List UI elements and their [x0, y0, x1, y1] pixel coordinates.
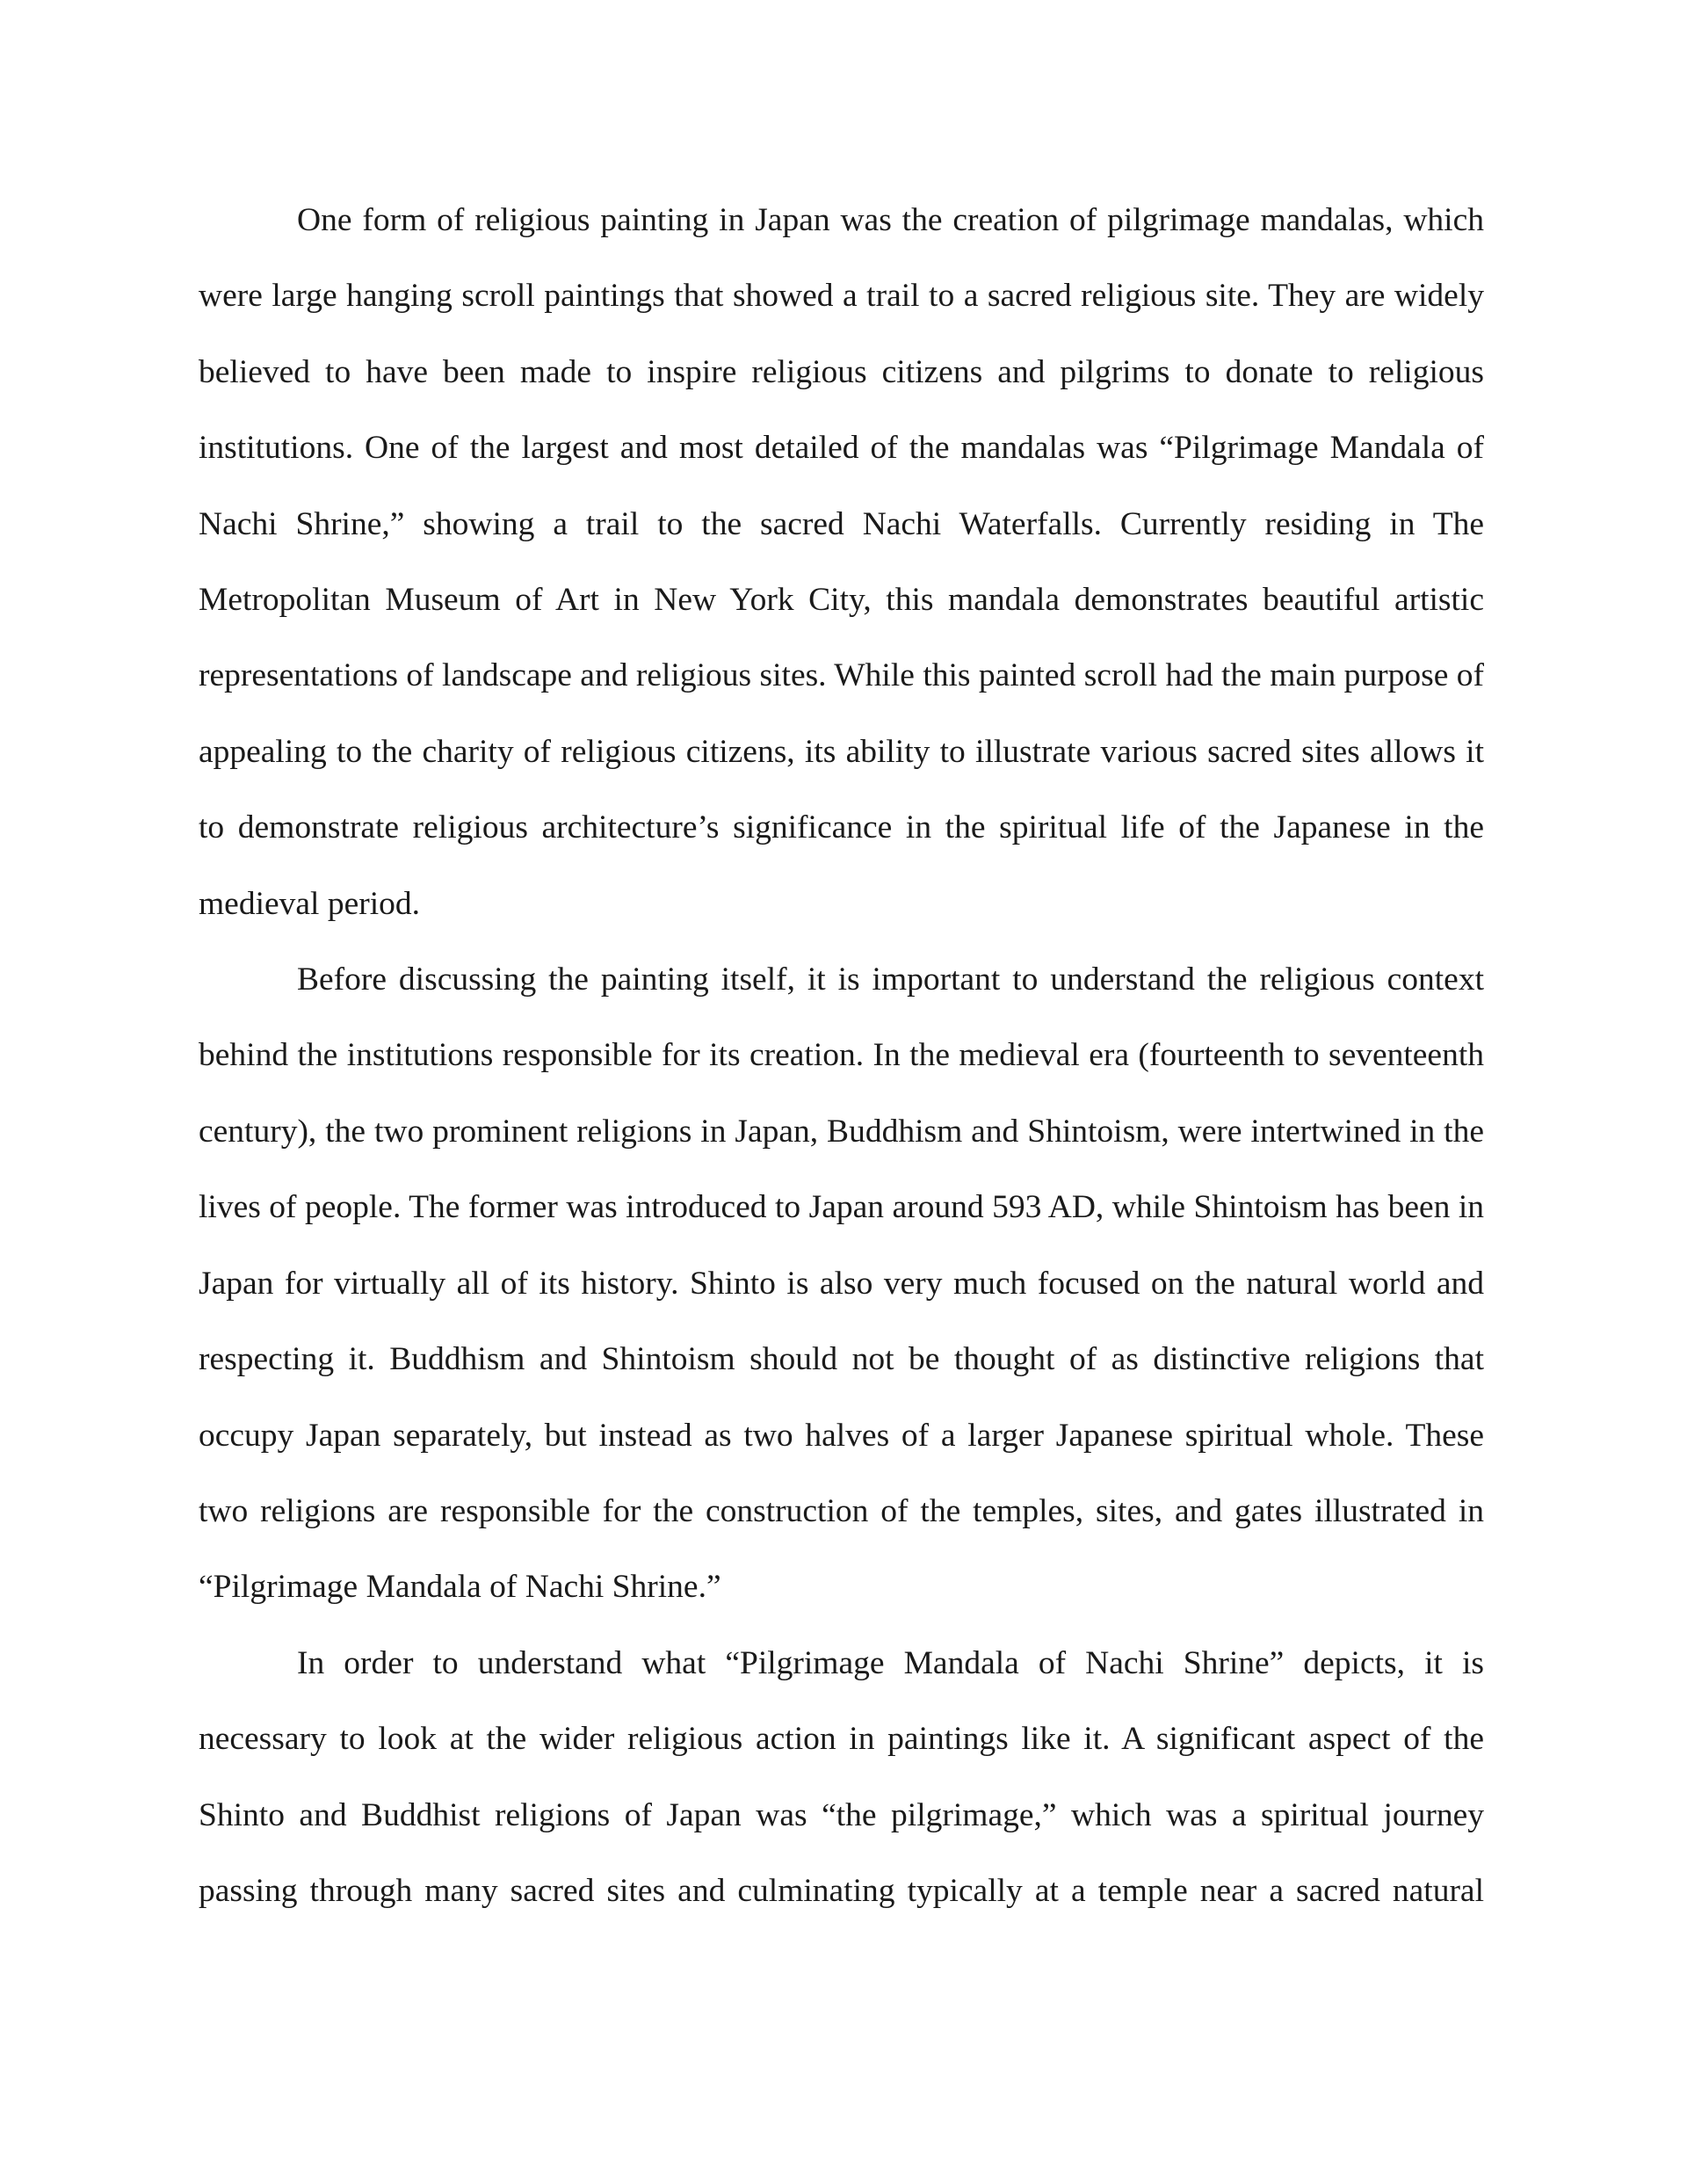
body-text	[199, 183, 1484, 1929]
paragraph-3: In order to understand what “Pilgrimage Mandala of Nachi Shrine” depicts, it is necessary to look at the wider religious action in paintings like it. A significant aspect of the Shinto and Buddhist religions of Japan was “the pilgrimage,” which was a spiritual journey passing through many sacred sites and culminating typically at a temple near a sacred natural	[199, 1644, 1484, 1909]
paragraph-1: One form of religious painting in Japan was the creation of pilgrimage mandalas, which were large hanging scroll paintings that showed a trail to a sacred religious site. They are widely believed to have been made to inspire religious citizens and pilgrims to donate to religious institutions. One of the largest and most detailed of the mandalas was “Pilgrimage Mandala of Nachi Shrine,” showing a trail to the sacred Nachi Waterfalls. Currently residing in The Metropolitan Museum of Art in New York City, this mandala demonstrates beautiful artistic representations of landscape and religious sites. While this painted scroll had the main purpose of appealing to the charity of religious citizens, its ability to illustrate various sacred sites allows it to demonstrate religious architecture’s significance in the spiritual life of the Japanese in the medieval period.	[199, 202, 1484, 922]
paragraph-2: Before discussing the painting itself, it is important to understand the religious context behind the institutions responsible for its creation. In the medieval era (fourteenth to seventeenth century), the two prominent religions in Japan, Buddhism and Shintoism, were intertwined in the lives of people. The former was introduced to Japan around 593 AD, while Shintoism has been in Japan for virtually all of its history. Shinto is also very much focused on the natural world and respecting it. Buddhism and Shintoism should not be thought of as distinctive religions that occupy Japan separately, but instead as two halves of a larger Japanese spiritual whole. These two religions are responsible for the construction of the temples, sites, and gates illustrated in “Pilgrimage Mandala of Nachi Shrine.”	[199, 961, 1484, 1606]
